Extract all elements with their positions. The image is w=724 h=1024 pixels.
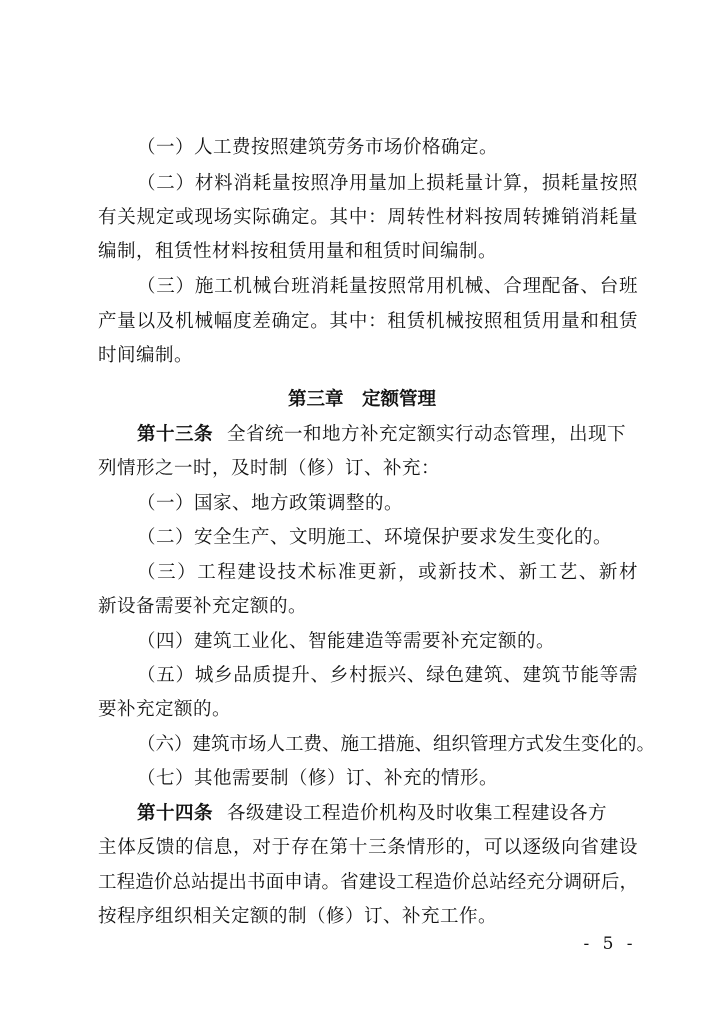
article-13-item: （二）安全生产、文明施工、环境保护要求发生变化的。 [137,527,613,548]
item-machinery-line2: 产量以及机械幅度差确定。其中：租赁机械按照租赁用量和租赁 [98,311,638,332]
page-number: - 5 - [583,934,637,954]
article-13-item: （六）建筑市场人工费、施工措施、组织管理方式发生变化的。 [137,734,656,755]
article-13-line2: 列情形之一时，及时制（修）订、补充： [98,458,441,479]
article-13-text: 全省统一和地方补充定额实行动态管理，出现下 [227,424,627,445]
article-13-item-continued: 要补充定额的。 [98,699,232,720]
article-13-item-continued: 新设备需要补充定额的。 [98,596,308,617]
article-14-label: 第十四条 [137,803,214,824]
item-labor-cost: （一）人工费按照建筑劳务市场价格确定。 [137,137,499,158]
item-material-line3: 编制，租赁性材料按租赁用量和租赁时间编制。 [98,241,498,262]
article-14-line2: 主体反馈的信息，对于存在第十三条情形的，可以逐级向省建设 [98,837,638,858]
item-machinery-line3: 时间编制。 [98,345,194,366]
item-machinery-line1: （三）施工机械台班消耗量按照常用机械、合理配备、台班 [137,276,638,297]
article-13-item: （七）其他需要制（修）订、补充的情形。 [137,768,499,789]
item-material-line1: （二）材料消耗量按照净用量加上损耗量计算，损耗量按照 [137,173,638,194]
article-13-item: （四）建筑工业化、智能建造等需要补充定额的。 [137,631,556,652]
article-13-item: （三）工程建设技术标准更新，或新技术、新工艺、新材 [137,562,638,583]
article-14-first-line [137,802,638,826]
article-13-item: （五）城乡品质提升、乡村振兴、绿色建筑、建筑节能等需 [137,665,638,686]
article-14-text: 各级建设工程造价机构及时收集工程建设各方 [227,803,608,824]
article-14-line4: 按程序组织相关定额的制（修）订、补充工作。 [98,906,498,927]
article-13-item: （一）国家、地方政策调整的。 [137,493,404,514]
article-13-first-line [137,423,638,447]
article-14-line3: 工程造价总站提出书面申请。省建设工程造价总站经充分调研后， [98,872,638,893]
item-material-line2: 有关规定或现场实际确定。其中：周转性材料按周转摊销消耗量 [98,207,638,228]
article-13-label: 第十三条 [137,424,214,445]
chapter-heading: 第三章 定额管理 [287,389,436,410]
